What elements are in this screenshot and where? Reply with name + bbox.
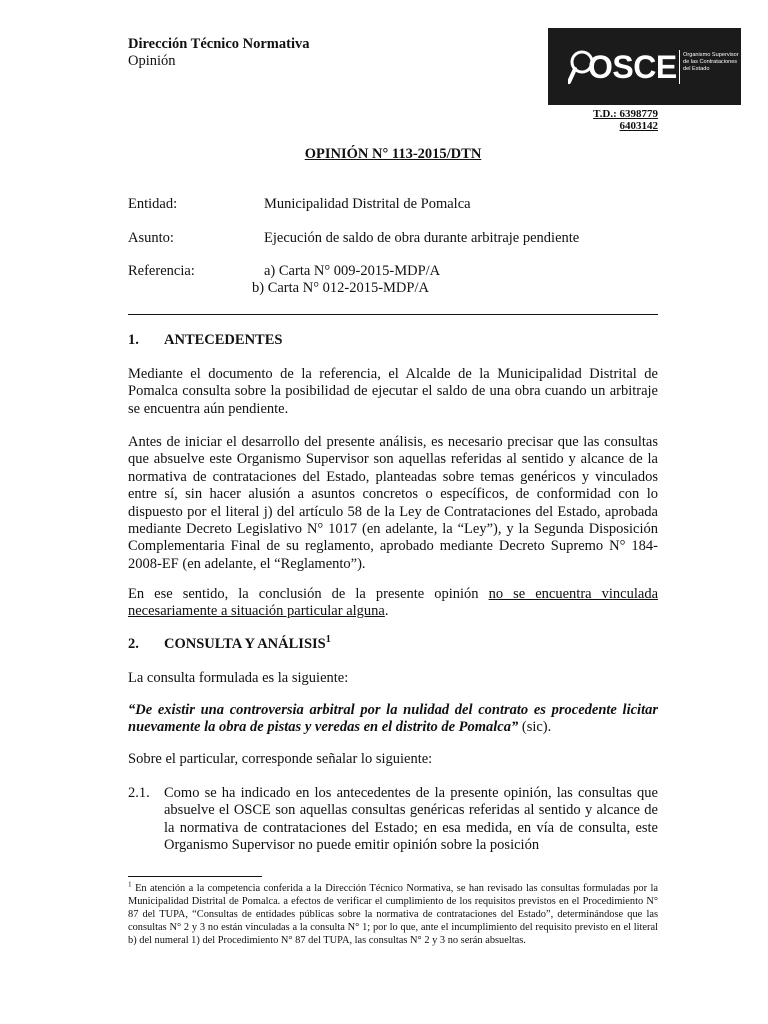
entidad-label: Entidad: [128,196,178,212]
logo-tagline: Organismo Supervisor de las Contrataciones del Estado [683,52,739,72]
section-1-paragraph-2: Antes de iniciar el desarrollo del presente análisis, es necesario precisar que las consultas que absuelve este Organismo Supervisor son aquellas referidas al sentido y alcance de la normativa de contrataciones del Estado, planteadas sobre temas genéricos y vinculados entre sí, sin hacer alusión a asuntos concretos o específicos, de conformidad con lo dispuesto por el literal j) del artículo 58 de la Ley de Contrataciones del Estado, aprobada mediante Decreto Legislativo N° 1017 (en adelante, la “Ley”), y la Segunda Disposición Complementaria Final de su reglamento, aprobado mediante Decreto Supremo N° 184-2008-EF (en adelante, el “Reglamento”). [128,434,658,572]
item-2-1-text: Como se ha indicado en los antecedentes de la presente opinión, las consultas que absuelve el OSCE son aquellas consultas genéricas referidas al sentido y alcance de la normativa de contrataciones del Estado; en esa medida, en vía de consulta, este Organismo Supervisor no puede emitir opinión sobre la posición [164,785,658,854]
osce-logo [548,28,741,105]
td-line-2: 6403142 [619,120,658,132]
section-2-number: 2. [128,636,139,652]
referencia-a: a) Carta N° 009-2015-MDP/A [264,263,441,279]
asunto-label: Asunto: [128,230,174,246]
item-2-1-number: 2.1. [128,785,150,801]
section-1-paragraph-3 [128,586,658,621]
p3-start: En ese sentido, la conclusión de la presente opinión [128,586,489,602]
td-line-1: T.D.: 6398779 [593,108,658,120]
consulta-quote-suffix: (sic). [518,719,552,736]
referencia-b: b) Carta N° 012-2015-MDP/A [252,280,429,296]
footnote-mark: 1 [128,880,132,889]
department-title: Dirección Técnico Normativa [128,36,310,52]
footnote-divider [128,876,262,877]
logo-word: OSCE [588,49,677,85]
footnote [128,882,658,947]
section-2-heading-wrap [164,636,331,653]
header-divider [128,314,658,315]
consulta-lead: Sobre el particular, corresponde señalar lo siguiente: [128,751,433,767]
p3-end: . [384,603,389,620]
section-1-paragraph-1: Mediante el documento de la referencia, el Alcalde de la Municipalidad Distrital de Pomalca consulta sobre la posibilidad de ejecutar el saldo de una obra cuando un arbitraje se encuentra aún pendiente. [128,366,658,417]
consulta-intro: La consulta formulada es la siguiente: [128,670,349,686]
document-type: Opinión [128,53,176,69]
asunto-value: Ejecución de saldo de obra durante arbitraje pendiente [264,230,580,246]
p3-underlined: no se encuentra vinculada necesariamente a situación particular alguna [128,586,659,620]
referencia-label: Referencia: [128,263,195,279]
entidad-value: Municipalidad Distrital de Pomalca [264,196,471,212]
consulta-quote: “De existir una controversia arbitral por la nulidad del contrato es procedente licitar nuevamente la obra de pistas y veredas en el distrito de Pomalca” [128,702,658,736]
footnote-ref: 1 [325,634,331,646]
footnote-text: En atención a la competencia conferida a la Dirección Técnico Normativa, se han revisado las consultas formuladas por la Municipalidad Distrital de Pomalca. a efectos de verificar el cumplimiento de los requisitos previstos en el Procedimiento N° 87 del TUPA, “Consultas de entidades públicas sobre la normativa de contrataciones del Estado”, determinándose que las consultas N° 2 y 3 no están vinculadas a la consulta N° 1; por lo que, ante el incumplimiento del requisito previsto en el literal b) del numeral 1) del Procedimiento N° 87 del TUPA, las consultas N° 2 y 3 no serán absueltas. [128,883,658,946]
opinion-title: OPINIÓN N° 113-2015/DTN [304,146,482,162]
consulta-quote-wrap [128,702,658,737]
section-2-heading: CONSULTA Y ANÁLISIS [164,636,326,652]
section-1-number: 1. [128,332,139,348]
section-1-heading: ANTECEDENTES [164,332,283,348]
td-numbers [500,108,658,132]
logo-divider [679,50,680,84]
